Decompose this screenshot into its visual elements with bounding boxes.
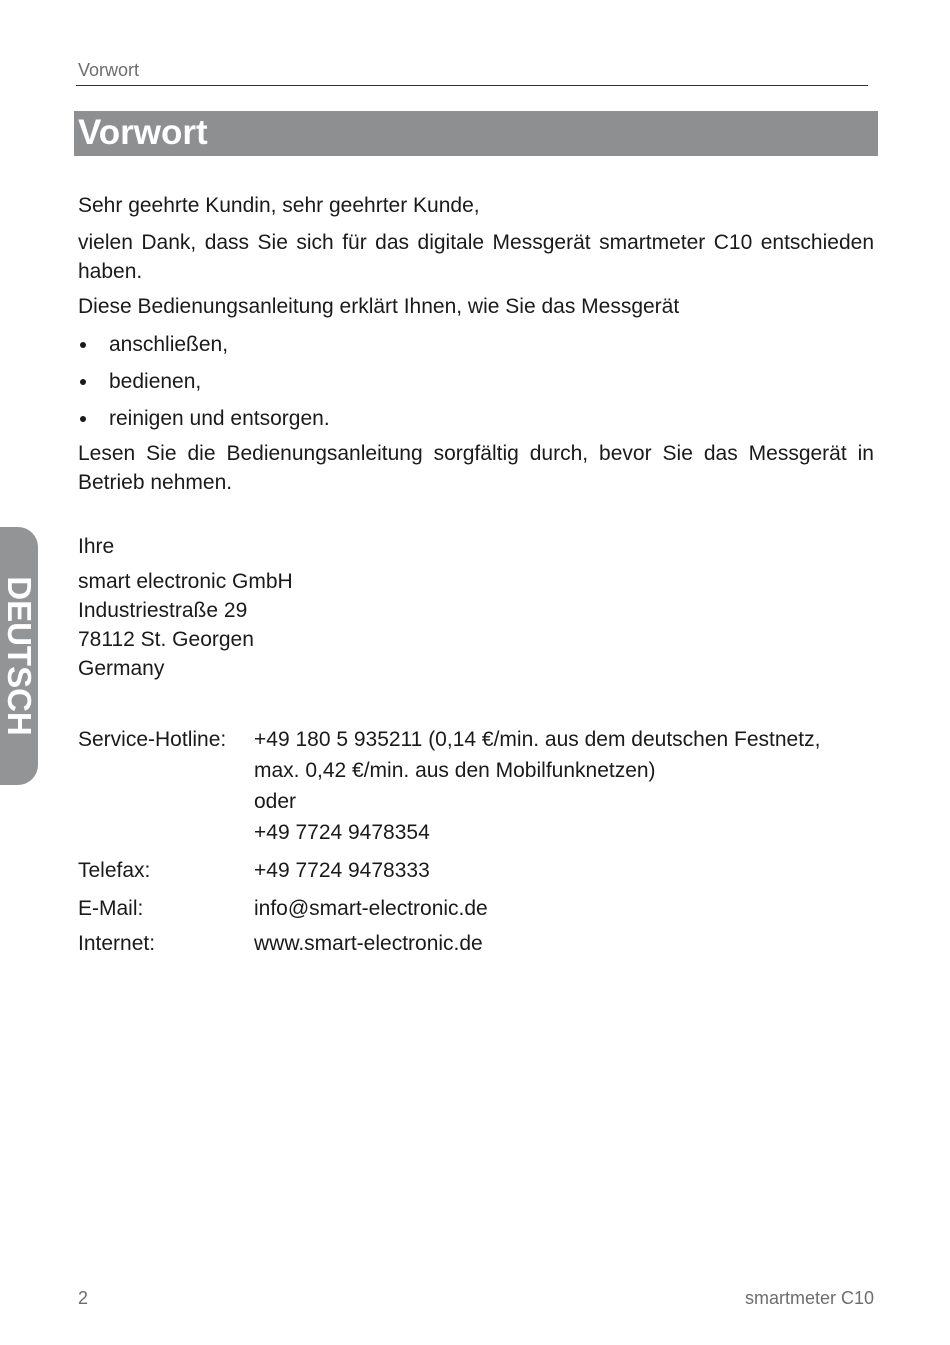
- page-number: 2: [78, 1288, 89, 1308]
- bullet-icon: [80, 342, 86, 348]
- list-item-label: anschließen,: [109, 333, 229, 356]
- email-label: E-Mail:: [78, 897, 144, 920]
- address-street: Industriestraße 29: [78, 599, 248, 622]
- running-header: Vorwort: [78, 60, 140, 80]
- hotline-value: +49 180 5 935211 (0,14 €/min. aus dem deutschen Festnetz,: [254, 728, 821, 751]
- address-country: Germany: [78, 657, 165, 680]
- bullet-icon: [80, 379, 86, 385]
- internet-label: Internet:: [78, 932, 156, 955]
- fax-value: +49 7724 9478333: [254, 859, 430, 882]
- website-link[interactable]: www.smart-electronic.de: [254, 932, 483, 955]
- footer-product-name: smartmeter C10: [744, 1288, 874, 1308]
- list-item-label: reinigen und entsorgen.: [109, 407, 330, 430]
- explains-paragraph: Diese Bedienungsanleitung erklärt Ihnen, wie Sie das Messgerät: [78, 295, 680, 318]
- section-title-bar: [74, 111, 878, 156]
- list-item-label: bedienen,: [109, 370, 202, 393]
- hotline-or: oder: [254, 790, 297, 813]
- address-city: 78112 St. Georgen: [78, 628, 254, 651]
- hotline-alt-number: +49 7724 9478354: [254, 821, 430, 844]
- read-note-paragraph: Lesen Sie die Bedienungsanleitung sorgfältig durch, bevor Sie das Messgerät in Betrieb nehmen.: [78, 442, 874, 494]
- greeting: Sehr geehrte Kundin, sehr geehrter Kunde,: [78, 194, 480, 217]
- address-salutation: Ihre: [78, 535, 115, 558]
- thanks-paragraph: vielen Dank, dass Sie sich für das digitale Messgerät smartmeter C10 entschieden haben.: [78, 231, 874, 283]
- bullet-icon: [80, 416, 86, 422]
- fax-label: Telefax:: [78, 859, 151, 882]
- email-link[interactable]: info@smart-electronic.de: [254, 897, 488, 920]
- language-tab-label: DEUTSCH: [1, 576, 38, 736]
- header-rule: [76, 85, 868, 86]
- section-title: Vorwort: [78, 113, 208, 152]
- language-side-tab: [0, 527, 38, 785]
- hotline-label: Service-Hotline:: [78, 728, 227, 751]
- address-company: smart electronic GmbH: [78, 570, 293, 593]
- hotline-note: max. 0,42 €/min. aus den Mobilfunknetzen): [254, 759, 656, 782]
